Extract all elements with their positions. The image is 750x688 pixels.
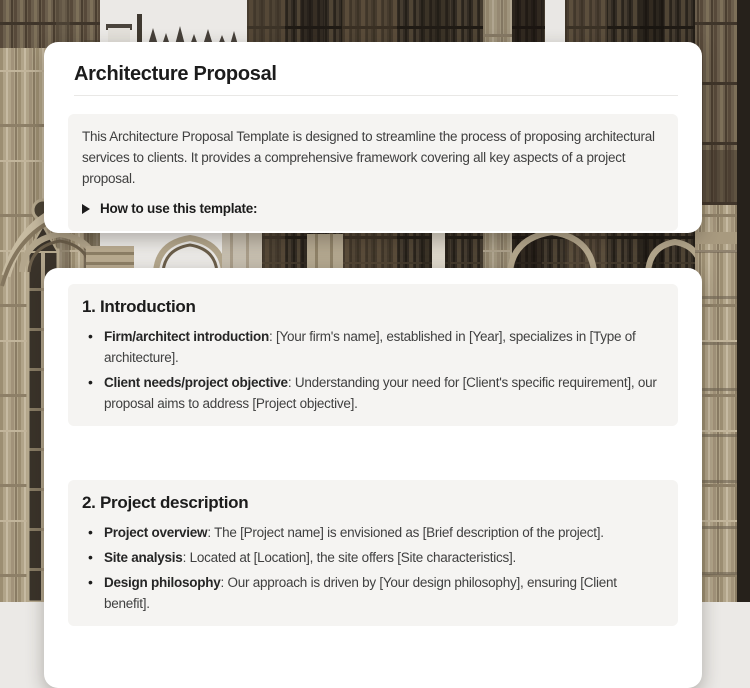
section-project-description [68, 480, 678, 626]
list-item: • Firm/architect introduction: [Your firm's name], established in [Year], specializes in [Type of architecture]. [82, 326, 664, 368]
introduction-bullet-list [82, 326, 664, 414]
title-card [44, 42, 702, 233]
list-item: • Design philosophy: Our approach is driven by [Your design philosophy], ensuring [Client benefit]. [82, 572, 664, 614]
list-item: • Site analysis: Located at [Location], the site offers [Site characteristics]. [82, 547, 664, 568]
project-description-bullet-list [82, 522, 664, 614]
how-to-use-toggle[interactable] [82, 198, 664, 219]
content-card [44, 268, 702, 688]
section-introduction [68, 284, 678, 426]
section-heading-project-description: 2. Project description [82, 493, 249, 512]
how-to-use-label: How to use this template: [100, 201, 258, 216]
intro-panel [68, 114, 678, 231]
list-item: • Project overview: The [Project name] is envisioned as [Brief description of the project]. [82, 522, 664, 543]
section-heading-introduction: 1. Introduction [82, 297, 196, 316]
page-title: Architecture Proposal [74, 63, 277, 85]
title-divider [74, 95, 678, 96]
intro-description: This Architecture Proposal Template is designed to streamline the process of proposing architectural services to clients. It provides a comprehensive framework covering all key aspects of a project proposal. [82, 129, 655, 186]
list-item: • Client needs/project objective: Understanding your need for [Client's specific requirement], our proposal aims to address [Project objective]. [82, 372, 664, 414]
disclosure-triangle-icon [82, 204, 90, 214]
